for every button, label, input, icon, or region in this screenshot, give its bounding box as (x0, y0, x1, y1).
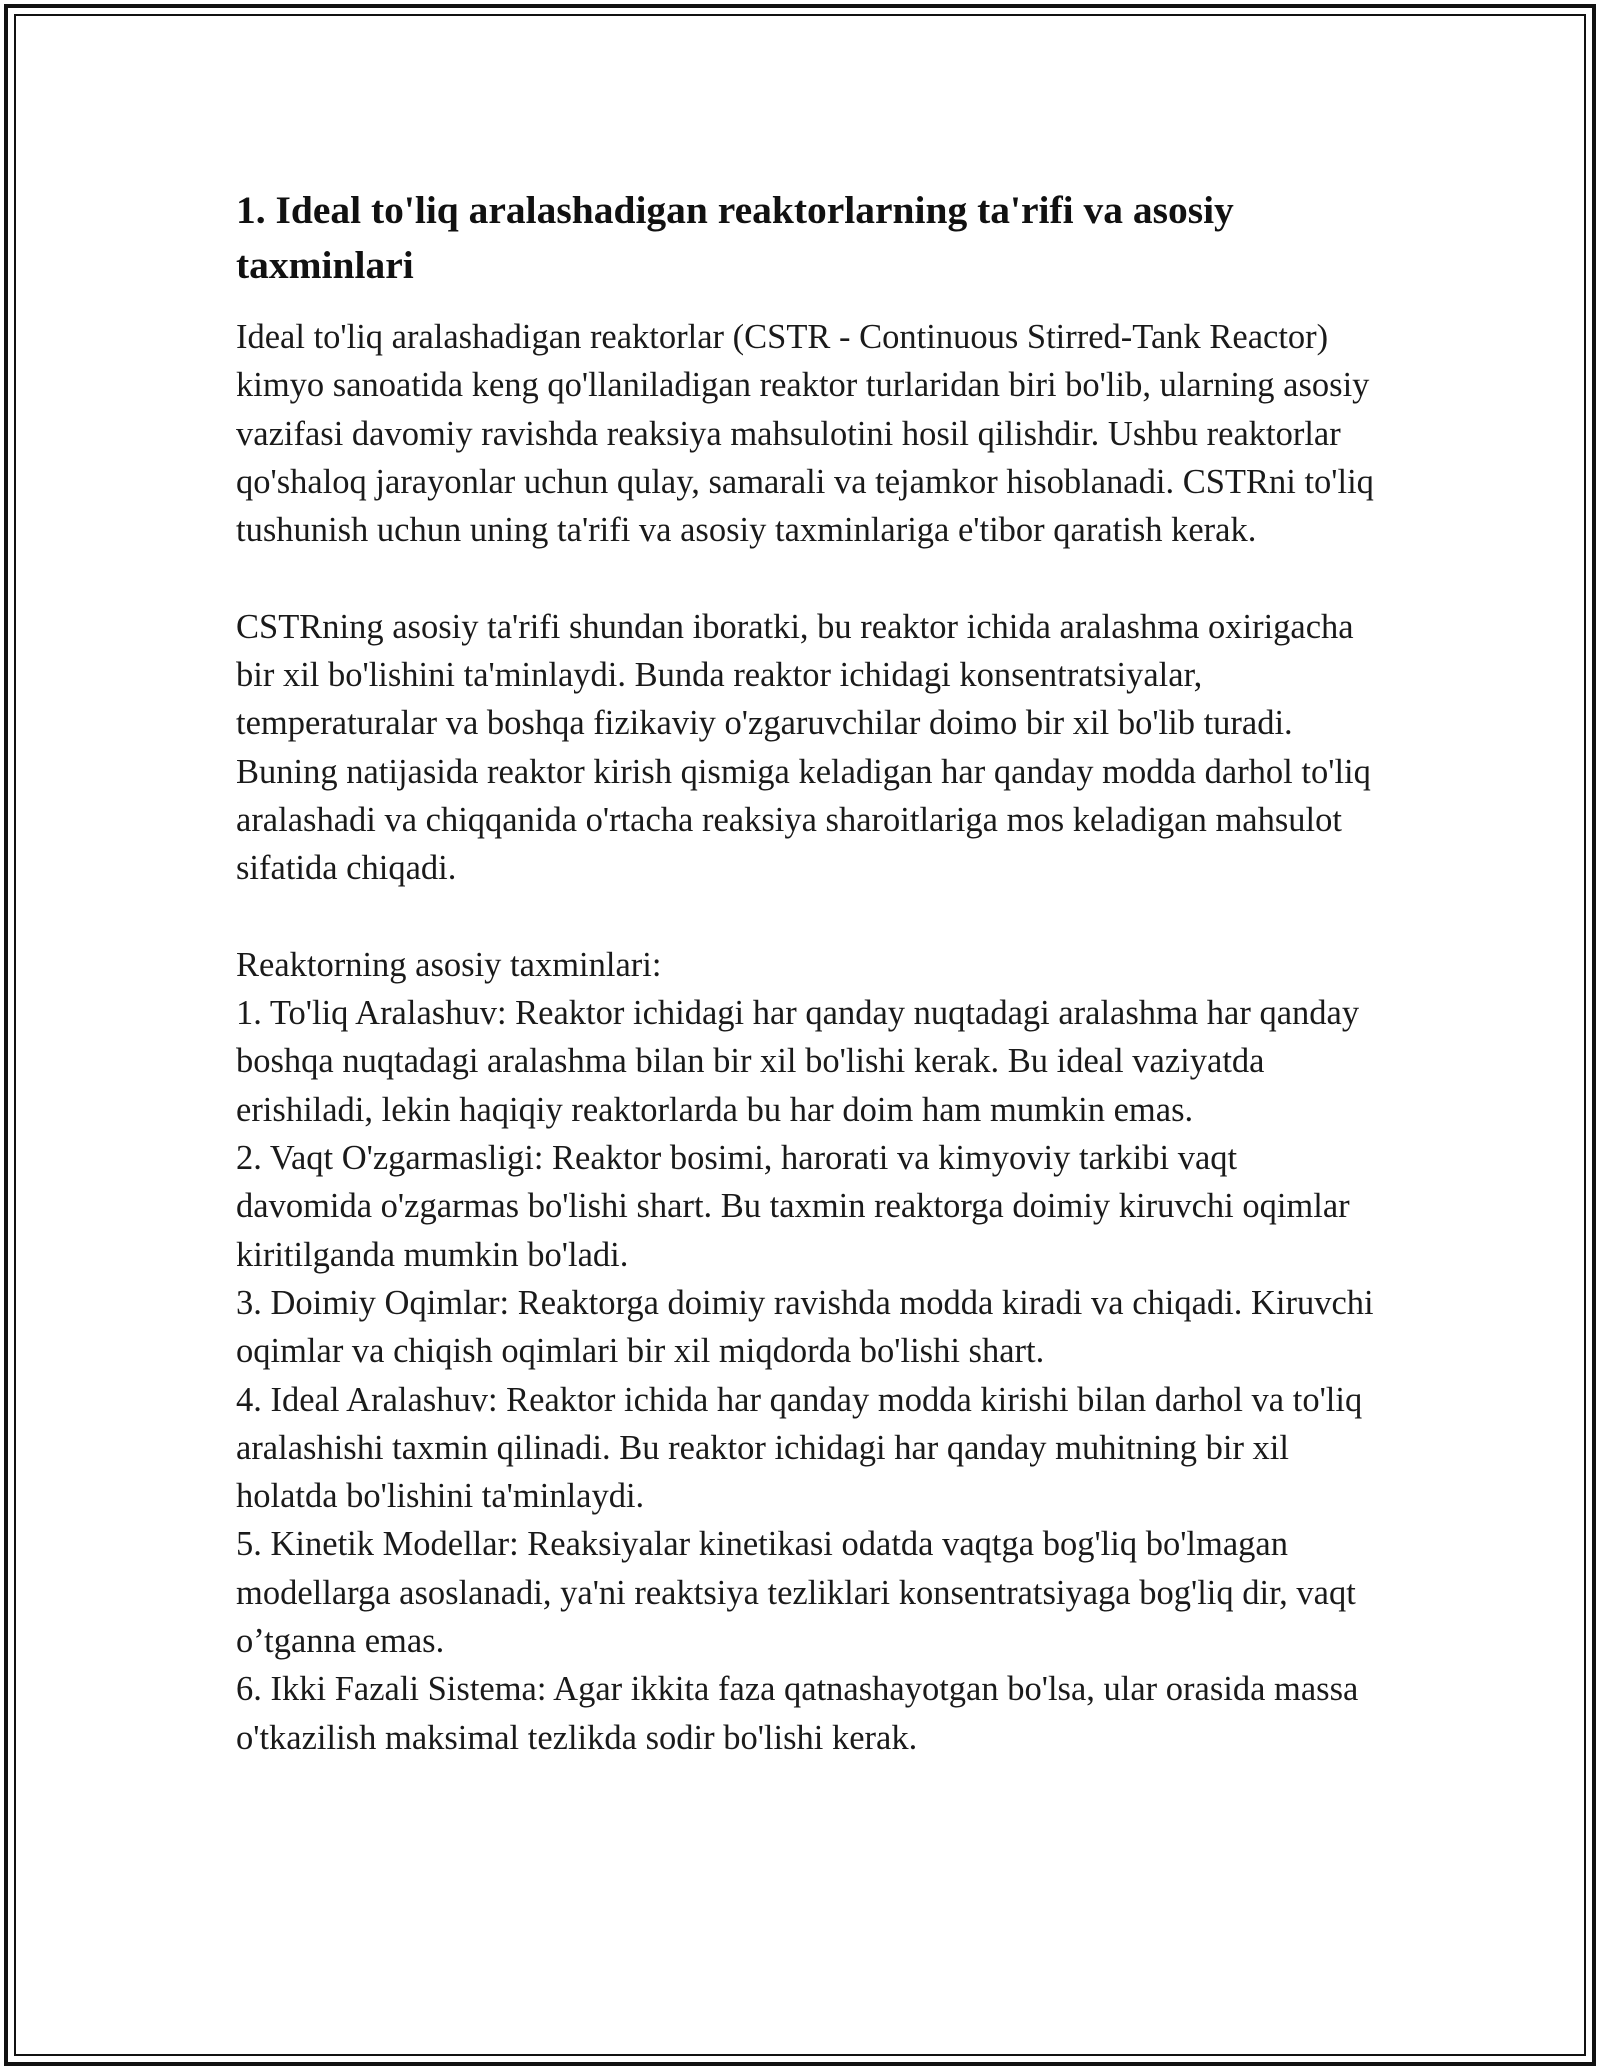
assumption-item: 5. Kinetik Modellar: Reaksiyalar kinetikasi odatda vaqtga bog'liq bo'lmagan modellarga asoslanadi, ya'ni reaktsiya tezliklari konsentratsiyaga bog'liq dir, vaqt o’tganna emas. (236, 1525, 1356, 1661)
paragraph-spacer (236, 554, 1376, 602)
assumption-item: 1. To'liq Aralashuv: Reaktor ichidagi har qanday nuqtadagi aralashma har qanday boshqa nuqtadagi aralashma bilan bir xil bo'lishi kerak. Bu ideal vaziyatda erishiladi, lekin haqiqiy reaktorlarda bu har doim ham mumkin emas. (236, 994, 1360, 1129)
paragraph-spacer (236, 893, 1376, 941)
assumption-item: 6. Ikki Fazali Sistema: Agar ikkita faza qatnashayotgan bo'lsa, ular orasida massa o'tkazilish maksimal tezlikda sodir bo'lishi kerak. (236, 1670, 1359, 1757)
assumption-item: 3. Doimiy Oqimlar: Reaktorga doimiy ravishda modda kiradi va chiqadi. Kiruvchi oqimlar va chiqish oqimlari bir xil miqdorda bo'lishi shart. (236, 1283, 1374, 1371)
section-heading: 1. Ideal to'liq aralashadigan reaktorlarning ta'rifi va asosiy taxminlari (236, 188, 1234, 287)
definition-paragraph: CSTRning asosiy ta'rifi shundan iboratki, bu reaktor ichida aralashma oxirigacha bir xil bo'lishini ta'minlaydi. Bunda reaktor ichidagi konsentratsiyalar, temperaturalar va boshqa fizikaviy o'zgaruvchilar doimo bir xil bo'lib turadi. Buning natijasida reaktor kirish qismiga keladigan har qanday modda darhol to'liq aralashadi va chiqqanida o'rtacha reaksiya sharoitlariga mos keladigan mahsulot sifatida chiqadi. (236, 607, 1371, 888)
intro-paragraph: Ideal to'liq aralashadigan reaktorlar (CSTR - Continuous Stirred-Tank Reactor) kimyo sanoatida keng qo'llaniladigan reaktor turlaridan biri bo'lib, ularning asosiy vazifasi davomiy ravishda reaksiya mahsulotini hosil qilishdir. Ushbu reaktorlar qo'shaloq jarayonlar uchun qulay, samarali va tejamkor hisoblanadi. CSTRni to'liq tushunish uchun uning ta'rifi va asosiy taxminlariga e'tibor qaratish kerak. (236, 318, 1374, 550)
assumption-item: 2. Vaqt O'zgarmasligi: Reaktor bosimi, harorati va kimyoviy tarkibi vaqt davomida o'zgarmas bo'lishi shart. Bu taxmin reaktorga doimiy kiruvchi oqimlar kiritilganda mumkin bo'ladi. (236, 1139, 1350, 1274)
assumptions-title: Reaktorning asosiy taxminlari: (236, 945, 662, 984)
assumption-item: 4. Ideal Aralashuv: Reaktor ichida har qanday modda kirishi bilan darhol va to'liq aralashishi taxmin qilinadi. Bu reaktor ichidagi har qanday muhitning bir xil holatda bo'lishini ta'minlaydi. (236, 1380, 1363, 1516)
document-body (236, 183, 1376, 1762)
